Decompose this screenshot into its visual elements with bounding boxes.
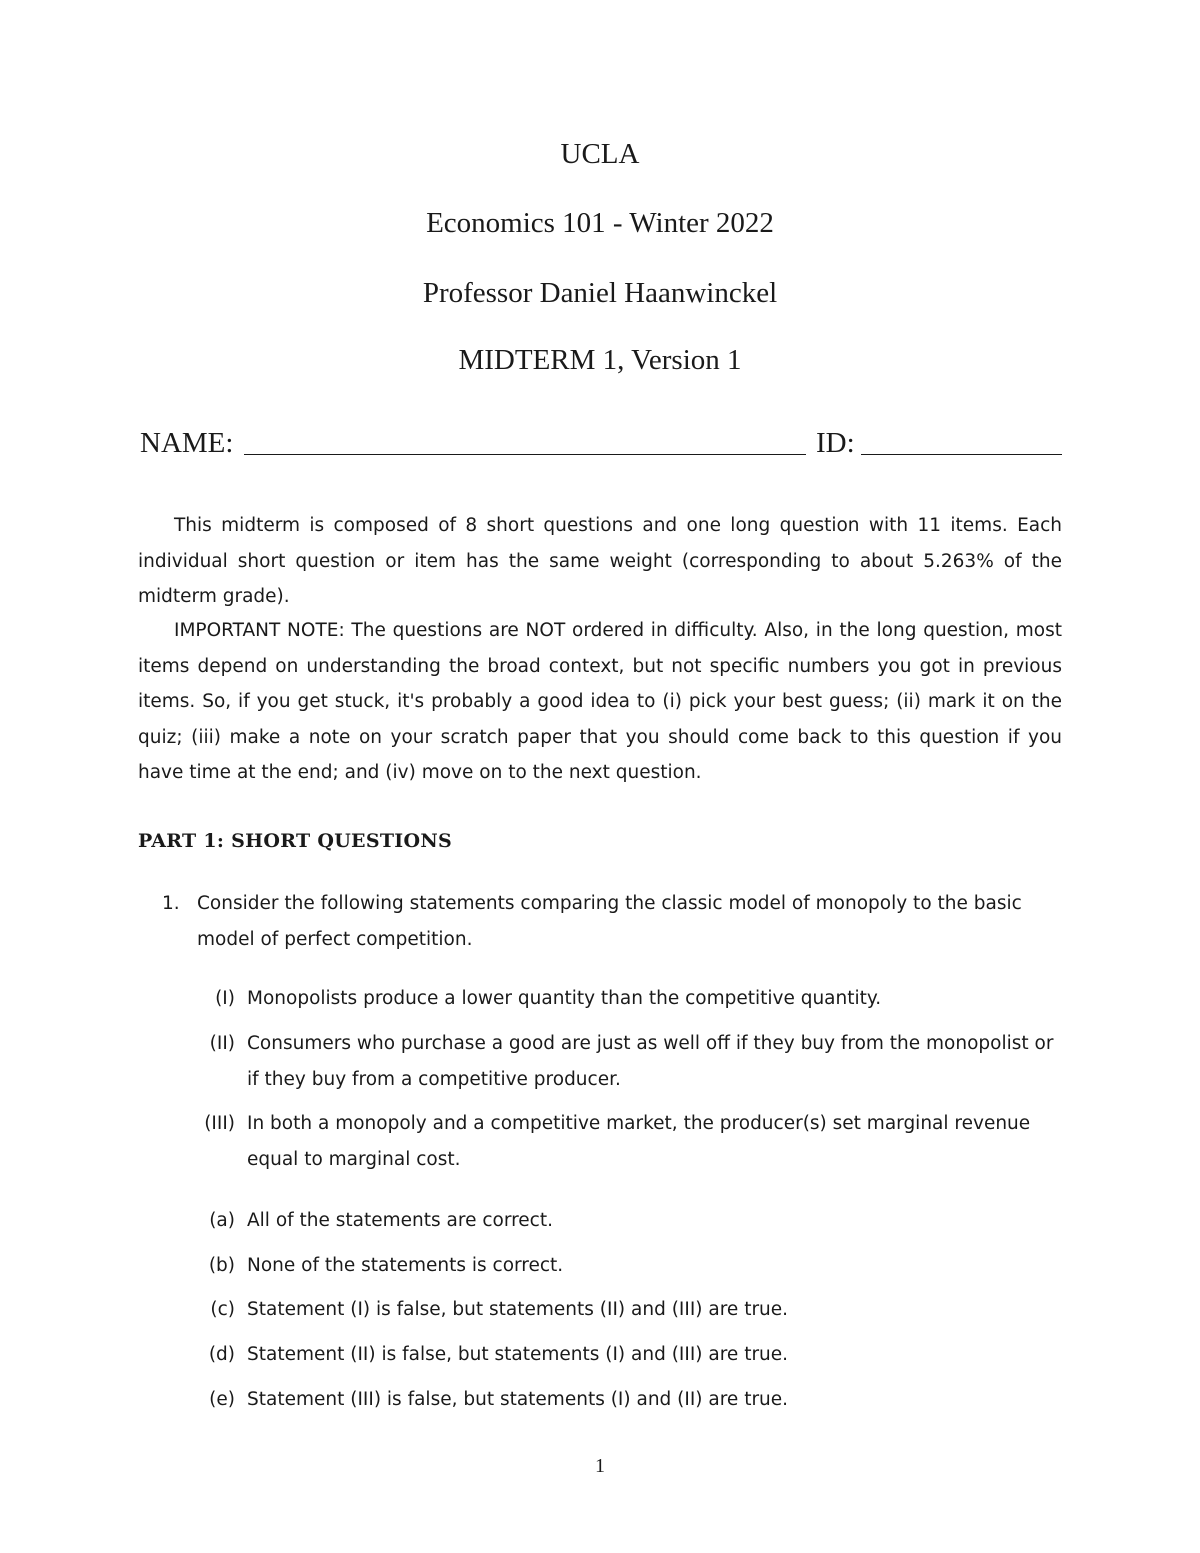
statement-text: In both a monopoly and a competitive market, the producer(s) set marginal revenue equal to marginal cost. bbox=[247, 1113, 1031, 1170]
answer-option-label[interactable]: (a) bbox=[209, 1210, 235, 1231]
answer-option-label[interactable]: (c) bbox=[210, 1299, 235, 1320]
exam-title: MIDTERM 1, Version 1 bbox=[458, 344, 742, 376]
answer-option-text[interactable]: Statement (I) is false, but statements (II) and (III) are true. bbox=[247, 1299, 789, 1320]
course-title: Economics 101 - Winter 2022 bbox=[426, 207, 774, 239]
important-note-paragraph: IMPORTANT NOTE: The questions are NOT ordered in difficulty. Also, in the long question, most items depend on understanding the broad context, but not specific numbers you got in previous items. So, if you get stuck, it's probably a good idea to (i) pick your best guess; (ii) mark it on the quiz; (iii) make a note on your scratch paper that you should come back to this question if you have time at the end; and (iv) move on to the next question. bbox=[138, 620, 1062, 783]
student-info-row bbox=[140, 425, 1062, 461]
statement-label: (I) bbox=[215, 988, 235, 1009]
answer-option-text[interactable]: All of the statements are correct. bbox=[247, 1210, 553, 1231]
id-field[interactable] bbox=[861, 454, 1062, 455]
answer-option-text[interactable]: Statement (II) is false, but statements (I) and (III) are true. bbox=[247, 1344, 789, 1365]
answer-option-label[interactable]: (d) bbox=[208, 1344, 235, 1365]
question-text: Consider the following statements comparing the classic model of monopoly to the basic model of perfect competition. bbox=[197, 893, 1022, 950]
institution-title: UCLA bbox=[560, 138, 640, 170]
statement-text: Monopolists produce a lower quantity than the competitive quantity. bbox=[247, 988, 882, 1009]
statement-label: (III) bbox=[204, 1113, 235, 1134]
professor-name: Professor Daniel Haanwinckel bbox=[422, 277, 778, 309]
statement-text: Consumers who purchase a good are just as well off if they buy from the monopolist or if they buy from a competitive producer. bbox=[247, 1033, 1054, 1090]
answer-option-text[interactable]: None of the statements is correct. bbox=[247, 1255, 564, 1276]
instructions-paragraph: This midterm is composed of 8 short questions and one long question with 11 items. Each individual short question or item has the same weight (corresponding to about 5.263% of the midterm grade). bbox=[138, 515, 1062, 607]
statement-label: (II) bbox=[209, 1033, 235, 1054]
answer-option-text[interactable]: Statement (III) is false, but statements (I) and (II) are true. bbox=[247, 1389, 789, 1410]
page-number: 1 bbox=[595, 1455, 605, 1477]
question-number: 1. bbox=[162, 893, 180, 914]
name-field[interactable] bbox=[244, 454, 806, 455]
id-label: ID: bbox=[816, 427, 855, 459]
part-heading: PART 1: SHORT QUESTIONS bbox=[138, 830, 453, 852]
answer-option-label[interactable]: (b) bbox=[208, 1255, 235, 1276]
name-label: NAME: bbox=[140, 427, 234, 459]
answer-option-label[interactable]: (e) bbox=[209, 1389, 235, 1410]
